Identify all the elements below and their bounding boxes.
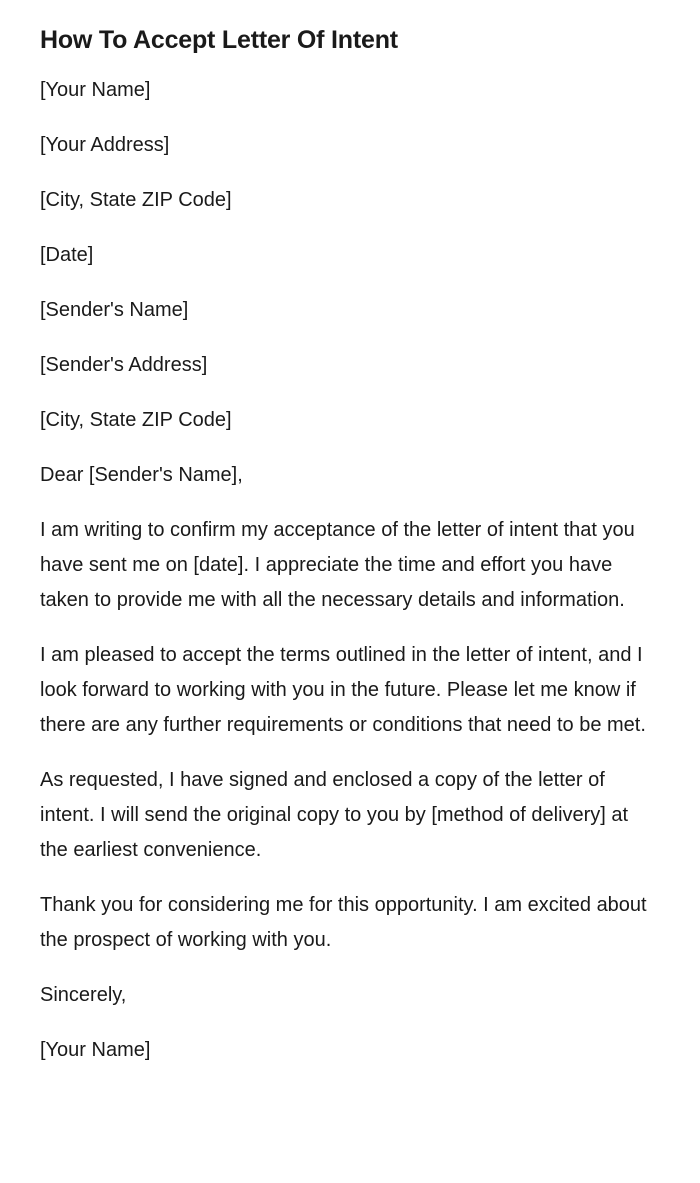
body-paragraph-1: I am writing to confirm my acceptance of the letter of intent that you have sent me on [date]. I appreciate the time and effort you have taken to provide me with all the necessary details and information. xyxy=(40,519,635,611)
page-title: How To Accept Letter Of Intent xyxy=(40,26,398,54)
body-paragraph-2: I am pleased to accept the terms outlined in the letter of intent, and I look forward to working with you in the future. Please let me know if there are any further requirements or conditions that need to be met. xyxy=(40,644,646,736)
your-city-state-zip: [City, State ZIP Code] xyxy=(40,189,232,211)
sender-name: [Sender's Name] xyxy=(40,299,189,321)
your-name: [Your Name] xyxy=(40,79,151,101)
sender-address: [Sender's Address] xyxy=(40,354,208,376)
closing: Sincerely, xyxy=(40,984,127,1006)
letter-date: [Date] xyxy=(40,244,94,266)
signature-name: [Your Name] xyxy=(40,1039,151,1061)
body-paragraph-4: Thank you for considering me for this opportunity. I am excited about the prospect of working with you. xyxy=(40,894,647,951)
sender-city-state-zip: [City, State ZIP Code] xyxy=(40,409,232,431)
salutation: Dear [Sender's Name], xyxy=(40,464,243,486)
body-paragraph-3: As requested, I have signed and enclosed a copy of the letter of intent. I will send the original copy to you by [method of delivery] at the earliest convenience. xyxy=(40,769,629,861)
your-address: [Your Address] xyxy=(40,134,170,156)
